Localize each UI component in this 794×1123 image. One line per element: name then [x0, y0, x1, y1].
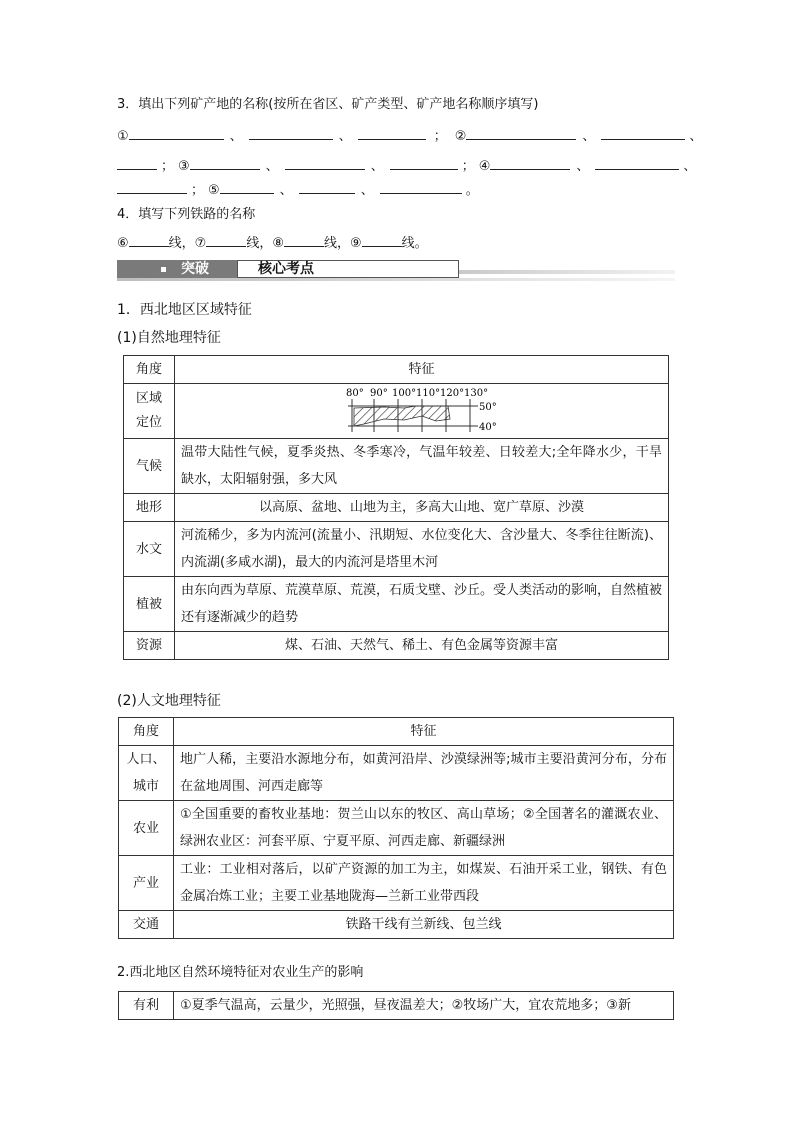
row-climate-value: 温带大陆性气候，夏季炎热、冬季寒冷，气温年较差、日较差大;全年降水少，干旱缺水，太阳辐射强，多大风 — [175, 439, 669, 494]
row-population-value: 地广人稀，主要沿水源地分布，如黄河沿岸、沙漠绿洲等;城市主要沿黄河分布，分布在盆地周围、河西走廊等 — [174, 746, 674, 801]
blank-field[interactable] — [595, 155, 679, 170]
blank-field[interactable] — [206, 232, 246, 247]
blank-field[interactable] — [190, 155, 260, 170]
marker-3: ③ — [178, 159, 190, 174]
human-features-table — [118, 717, 674, 939]
row-transport-value: 铁路干线有兰新线、包兰线 — [174, 911, 674, 939]
q4-title: 4．填写下列铁路的名称 — [117, 207, 256, 222]
lat-label: 50° — [478, 402, 497, 413]
row-location-key: 区域 定位 — [124, 384, 175, 439]
section-1-sub: (1)自然地理特征 — [117, 330, 221, 346]
q3-title: 3．填出下列矿产地的名称(按所在省区、矿产类型、矿产地名称顺序填写) — [117, 97, 539, 112]
marker-4: ④ — [478, 159, 491, 174]
blank-field[interactable] — [490, 155, 570, 170]
row-agriculture-value: ①全国重要的畜牧业基地：贺兰山以东的牧区、高山草场；②全国著名的灌溉农业、绿洲农业区：河套平原、宁夏平原、河西走廊、新疆绿洲 — [174, 801, 674, 856]
row-industry-key: 产业 — [119, 856, 174, 911]
row-terrain-key: 地形 — [124, 494, 175, 522]
lon-label: 100° — [391, 388, 416, 399]
banner-left-label: 突破 — [181, 261, 209, 277]
section-2-sub: (2)人文地理特征 — [117, 693, 221, 709]
blank-field[interactable] — [129, 232, 169, 247]
header-angle: 角度 — [124, 356, 175, 384]
row-transport-key: 交通 — [119, 911, 174, 939]
blank-field[interactable] — [601, 125, 685, 140]
row-vegetation-value: 由东向西为草原、荒漠草原、荒漠，石质戈壁、沙丘。受人类活动的影响，自然植被还有逐渐减少的趋势 — [175, 577, 669, 632]
q3-line-3: ； ⑤ 、 、 。 — [117, 179, 479, 201]
banner-right-label: 核心考点 — [258, 261, 314, 277]
header-feature: 特征 — [175, 356, 669, 384]
blank-field[interactable] — [117, 155, 157, 170]
square-bullet-icon — [161, 267, 166, 272]
natural-features-table — [123, 355, 669, 660]
lat-lon-grid-diagram — [342, 386, 502, 436]
lon-label: 120° — [439, 388, 464, 399]
row-resources-value: 煤、石油、天然气、稀土、有色金属等资源丰富 — [175, 632, 669, 660]
row-agriculture-key: 农业 — [119, 801, 174, 856]
blank-field[interactable] — [284, 232, 324, 247]
blank-field[interactable] — [220, 179, 274, 194]
blank-field[interactable] — [299, 179, 355, 194]
location-map-cell — [175, 384, 669, 439]
row-industry-value: 工业：工业相对落后，以矿产资源的加工为主，如煤炭、石油开采工业，钢铁、有色金属冶炼工业；主要工业基地陇海—兰新工业带西段 — [174, 856, 674, 911]
q4-line: ⑥ 线，⑦ 线，⑧ 线，⑨ 线。 — [117, 232, 428, 254]
blank-field[interactable] — [129, 125, 224, 140]
q3-line-2: ； ③ 、 、 ； ④ 、 、 — [117, 155, 700, 177]
header-feature: 特征 — [174, 718, 674, 746]
blank-field[interactable] — [390, 155, 458, 170]
agriculture-impact-table — [118, 991, 674, 1020]
q3-line-1: ① 、 、 ； ② 、 、 — [117, 125, 706, 147]
row-favorable-key: 有利 — [119, 992, 174, 1020]
row-vegetation-key: 植被 — [124, 577, 175, 632]
lon-label: 110° — [415, 388, 440, 399]
lon-label: 90° — [369, 388, 388, 399]
blank-field[interactable] — [117, 179, 187, 194]
blank-field[interactable] — [249, 125, 333, 140]
blank-field[interactable] — [358, 125, 426, 140]
row-population-key: 人口、 城市 — [119, 746, 174, 801]
lon-label: 80° — [345, 388, 364, 399]
lon-label: 130° — [463, 388, 488, 399]
marker-2: ② — [454, 129, 467, 144]
row-hydrology-value: 河流稀少，多为内流河(流量小、汛期短、水位变化大、含沙量大、冬季往往断流)、内流湖(多咸水湖)，最大的内流河是塔里木河 — [175, 522, 669, 577]
row-resources-key: 资源 — [124, 632, 175, 660]
marker-5: ⑤ — [208, 183, 220, 198]
blank-field[interactable] — [362, 232, 402, 247]
row-favorable-value: ①夏季气温高，云量少，光照强，昼夜温差大；②牧场广大，宜农荒地多；③新 — [174, 992, 674, 1020]
section-banner — [117, 260, 675, 282]
blank-field[interactable] — [466, 125, 576, 140]
blank-field[interactable] — [285, 155, 365, 170]
row-hydrology-key: 水文 — [124, 522, 175, 577]
blank-field[interactable] — [380, 179, 462, 194]
row-terrain-value: 以高原、盆地、山地为主，多高大山地、宽广草原、沙漠 — [175, 494, 669, 522]
row-climate-key: 气候 — [124, 439, 175, 494]
section-1-title: 1．西北地区区域特征 — [117, 302, 252, 318]
header-angle: 角度 — [119, 718, 174, 746]
section-3-title: 2.西北地区自然环境特征对农业生产的影响 — [117, 965, 364, 980]
lat-label: 40° — [478, 422, 497, 433]
marker-1: ① — [117, 129, 129, 144]
northwest-region-shape — [354, 406, 450, 426]
